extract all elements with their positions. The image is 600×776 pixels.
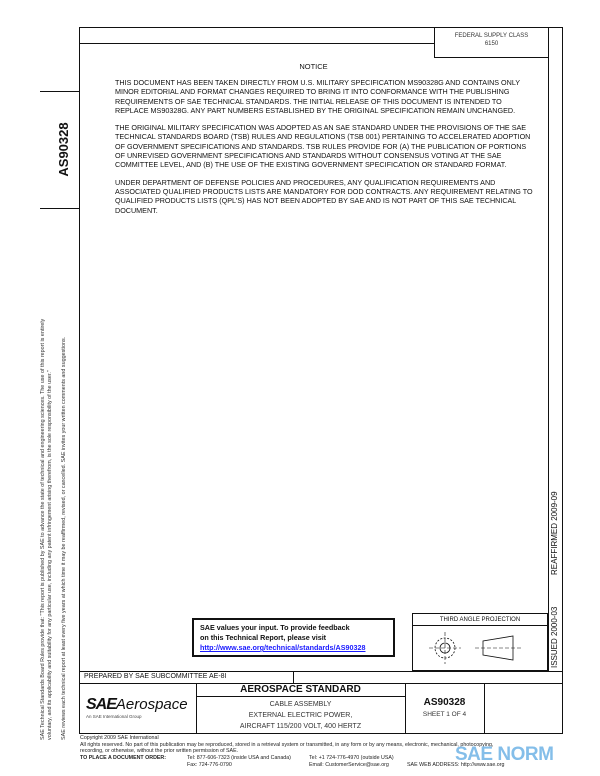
notice-paragraph: THIS DOCUMENT HAS BEEN TAKEN DIRECTLY FROM U.S. MILITARY SPECIFICATION MS90328G AND CONTAINS ONLY MINOR EDITORIAL AND FORMAT CHANGES REQUIRED TO BRING IT INTO CONFORMANCE WITH THE PUBLISHING REQUIREMENTS OF SAE TECHNICAL STANDARDS. THE INITIAL RELEASE OF THIS DOCUMENT IS INTENDED TO REPLACE MS90328G. ANY PART NUMBERS ESTABLISHED BY THE ORIGINAL SPECIFICATION REMAIN UNCHANGED.: [115, 78, 520, 115]
fsc-value: 6150: [484, 41, 499, 47]
divider: [293, 671, 294, 683]
notice-title: NOTICE: [299, 62, 328, 71]
third-angle-projection-icon: [413, 626, 549, 670]
title-line: CABLE ASSEMBLY: [269, 701, 332, 708]
side-doc-number: AS90328: [56, 122, 71, 177]
divider: [196, 696, 405, 697]
issued-date: ISSUED 2000-03: [550, 606, 559, 668]
divider: [548, 27, 549, 671]
title-line: EXTERNAL ELECTRIC POWER,: [248, 712, 353, 719]
rights-text: All rights reserved. No part of this publication may be reproduced, stored in a retrieval system or transmitted, in any form or by any means, electronic, mechanical, photocopying,: [80, 741, 494, 748]
tel-outside: Tel: +1 724-776-4970 (outside USA): [309, 755, 394, 761]
projection-box: [412, 613, 548, 671]
feedback-box: [192, 618, 395, 657]
disclaimer-line: voluntary, and its applicability and suitability for any particular use, including any patent infringement arising therefrom, is the sole responsibility of the user.": [47, 370, 53, 740]
disclaimer: [40, 319, 68, 740]
divider: [79, 43, 434, 44]
title-line: AIRCRAFT 115/200 VOLT, 400 HERTZ: [239, 723, 362, 730]
reaffirmed-date: REAFFIRMED 2009-09: [550, 491, 559, 575]
divider: [484, 683, 485, 734]
document-number: AS90328: [423, 697, 466, 708]
copyright: Copyright 2009 SAE International: [80, 735, 159, 741]
divider: [40, 208, 79, 209]
fsc-label: FEDERAL SUPPLY CLASS: [454, 33, 529, 39]
sheet-number: SHEET 1 OF 4: [422, 711, 467, 718]
tel-inside: Tel: 877-606-7323 (inside USA and Canada): [187, 755, 291, 761]
email: Email: CustomerService@sae.org: [309, 762, 389, 768]
fax: Fax: 724-776-0790: [187, 762, 232, 768]
sae-aerospace-logo: [86, 696, 188, 719]
notice-paragraph: THE ORIGINAL MILITARY SPECIFICATION WAS ADOPTED AS AN SAE STANDARD UNDER THE PROVISIONS OF THE SAE TECHNICAL STANDARDS BOARD (TSB) RULES AND REGULATIONS (TSB 001) PERTAINING TO ACCELERATED ADOPTION OF GOVERNMENT SPECIFICATIONS AND STANDARDS. TSB RULES PROVIDE FOR (A) THE PUBLICATION OF PORTIONS OF UNREVISED GOVERNMENT SPECIFICATIONS AND STANDARDS WITHOUT CONSENSUS VOTING AT THE SAE COMMITTEE LEVEL, AND (B) THE USE OF THE EXISTING GOVERNMENT SPECIFICATION OR STANDARD FORMAT.: [115, 123, 531, 170]
feedback-text: SAE values your input. To provide feedback: [200, 623, 350, 632]
order-label: TO PLACE A DOCUMENT ORDER:: [80, 755, 167, 761]
divider: [79, 671, 563, 672]
logo-tagline: An SAE International Group: [86, 714, 142, 719]
divider: [405, 683, 406, 734]
disclaimer-line: SAE Technical Standards Board Rules provide that: "This report is published by SAE to advance the state of technical and engineering sciences. The use of this report is entirely: [40, 318, 46, 740]
feedback-text: on this Technical Report, please visit: [200, 633, 327, 642]
projection-label: THIRD ANGLE PROJECTION: [413, 614, 547, 626]
prepared-by: PREPARED BY SAE SUBCOMMITTEE AE-8I: [84, 673, 227, 680]
logo-aerospace: Aerospace: [115, 696, 188, 713]
notice-paragraph: UNDER DEPARTMENT OF DEFENSE POLICIES AND PROCEDURES, ANY QUALIFICATION REQUIREMENTS AND ASSOCIATED QUALIFIED PRODUCTS LISTS ARE MANDATORY FOR DOD CONTRACTS. ANY REQUIREMENT RELATING TO QUALIFIED PRODUCTS LISTS (QPL'S) HAS NOT BEEN ADOPTED BY SAE AND IS NOT PART OF THIS SAE TECHNICAL DOCUMENT.: [115, 177, 533, 215]
disclaimer-line: SAE reviews each technical report at least every five years at which time it may be reaffirmed, revised, or cancelled. SAE invites your written comments and suggestions.: [61, 336, 67, 740]
document-heading: AEROSPACE STANDARD: [240, 684, 361, 695]
sae-norm-watermark: SAE NORM: [455, 744, 554, 765]
rights-text: recording, or otherwise, without the prior written permission of SAE.: [80, 748, 239, 754]
federal-supply-class: [434, 27, 548, 58]
logo-sae: SAE: [86, 696, 116, 713]
notice-body: [115, 78, 535, 223]
web-address: SAE WEB ADDRESS: http://www.sae.org: [407, 762, 505, 768]
document-title: [196, 699, 405, 732]
feedback-link[interactable]: http://www.sae.org/technical/standards/AS90328: [200, 643, 366, 652]
